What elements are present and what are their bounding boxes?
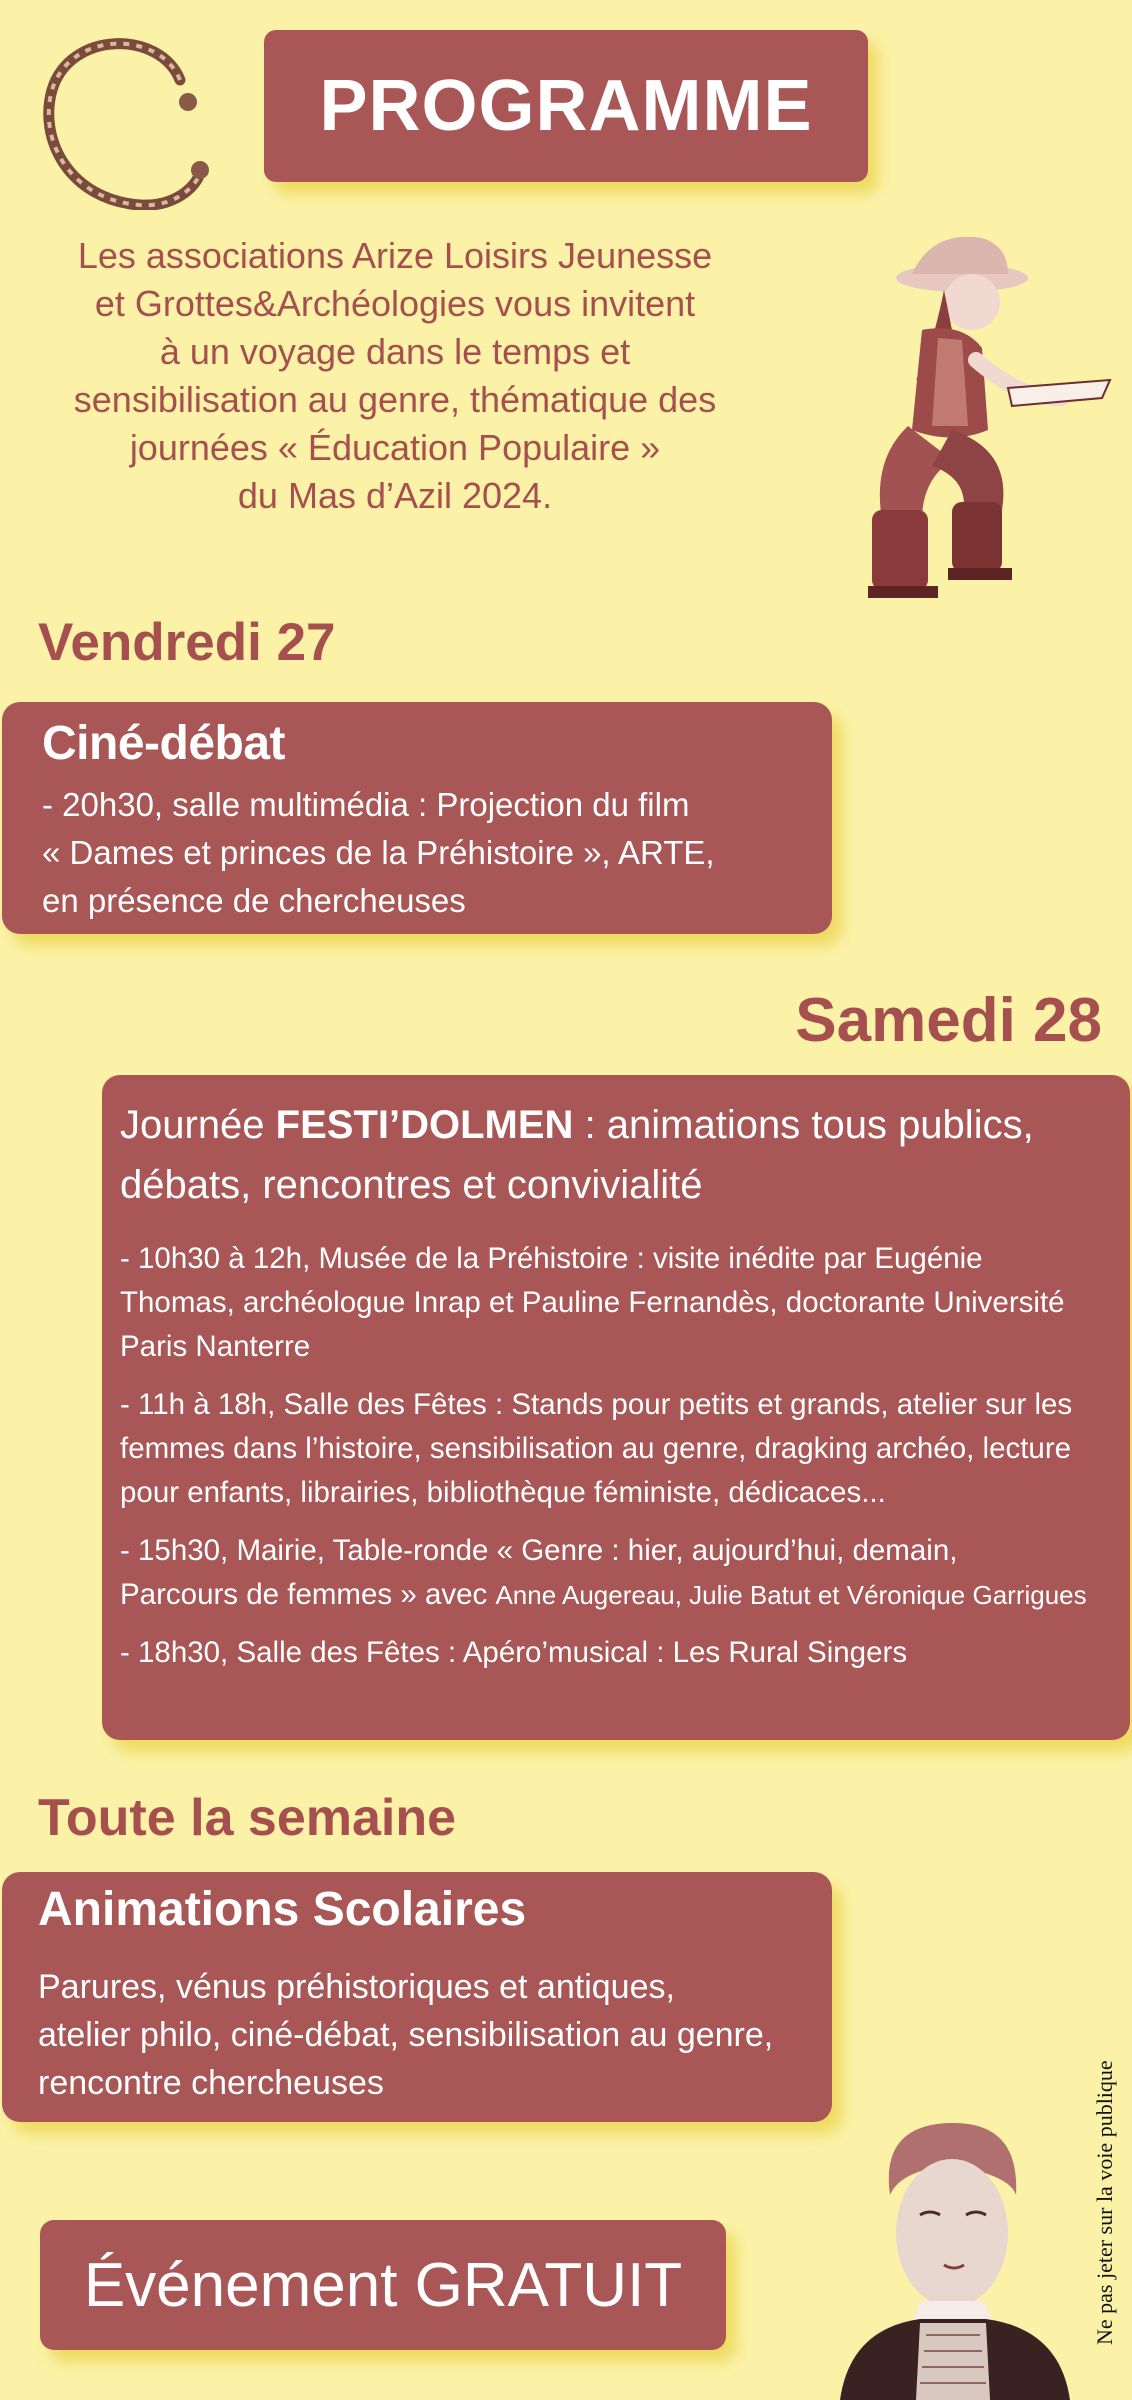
saturday-item-line: - 15h30, Mairie, Table-ronde « Genre : hier, aujourd’hui, demain, xyxy=(120,1534,958,1567)
title-banner xyxy=(264,30,868,182)
week-event-title: Animations Scolaires xyxy=(38,1883,527,1936)
friday-event-line: « Dames et princes de la Préhistoire », ARTE, xyxy=(42,834,715,871)
festival-name: FESTI’DOLMEN xyxy=(275,1103,574,1147)
friday-event-line: en présence de chercheuses xyxy=(42,882,466,919)
intro-line: du Mas d’Azil 2024. xyxy=(237,475,553,516)
friday-event-card xyxy=(2,702,832,934)
saturday-item-line: - 18h30, Salle des Fêtes : Apéro’musical : Les Rural Singers xyxy=(120,1636,908,1669)
intro-prefix: Journée xyxy=(120,1103,276,1147)
saturday-heading: Samedi 28 xyxy=(795,986,1102,1055)
saturday-intro-line xyxy=(116,1095,1116,1155)
friday-heading: Vendredi 27 xyxy=(38,613,336,672)
saturday-item-line xyxy=(116,1573,1116,1617)
intro-line: à un voyage dans le temps et xyxy=(159,331,631,372)
intro-suffix: : animations tous publics, xyxy=(573,1103,1034,1147)
item3-text: Parcours de femmes » avec xyxy=(120,1578,496,1611)
torc-bracelet-icon xyxy=(30,20,220,210)
intro-text xyxy=(30,232,760,520)
free-event-label: Événement GRATUIT xyxy=(83,2250,683,2320)
week-event-line: rencontre chercheuses xyxy=(38,2064,384,2102)
week-event-line: atelier philo, ciné-débat, sensibilisation au genre, xyxy=(38,2016,774,2054)
litter-notice: Ne pas jeter sur la voie publique xyxy=(1092,2060,1117,2345)
friday-event-title: Ciné-débat xyxy=(42,717,286,770)
archaeologist-illustration xyxy=(812,230,1112,600)
saturday-item-line: femmes dans l’histoire, sensibilisation au genre, dragking archéo, lecture xyxy=(120,1432,1072,1465)
saturday-item-line: - 11h à 18h, Salle des Fêtes : Stands pour petits et grands, atelier sur les xyxy=(120,1388,1073,1421)
saturday-event-card xyxy=(102,1075,1130,1740)
woman-portrait-illustration xyxy=(820,2115,1090,2400)
intro-line: et Grottes&Archéologies vous invitent xyxy=(94,283,696,324)
friday-event-line: - 20h30, salle multimédia : Projection du film xyxy=(42,786,690,823)
intro-line: sensibilisation au genre, thématique des xyxy=(73,379,717,420)
week-heading: Toute la semaine xyxy=(38,1789,457,1847)
saturday-item-line: - 10h30 à 12h, Musée de la Préhistoire : visite inédite par Eugénie xyxy=(120,1242,983,1275)
saturday-item-line: Paris Nanterre xyxy=(120,1330,311,1363)
saturday-item-line: Thomas, archéologue Inrap et Pauline Fernandès, doctorante Université xyxy=(120,1286,1065,1319)
intro-line: Les associations Arize Loisirs Jeunesse xyxy=(77,235,713,276)
page-title: PROGRAMME xyxy=(319,66,813,146)
week-event-card xyxy=(2,1872,832,2122)
free-event-banner xyxy=(40,2220,726,2350)
intro-line: journées « Éducation Populaire » xyxy=(129,427,661,468)
saturday-intro-line-2: débats, rencontres et convivialité xyxy=(120,1163,703,1207)
week-event-line: Parures, vénus préhistoriques et antiques, xyxy=(38,1968,675,2006)
speakers-list: Anne Augereau, Julie Batut et Véronique Garrigues xyxy=(495,1580,1087,1610)
saturday-item-line: pour enfants, librairies, bibliothèque féministe, dédicaces... xyxy=(120,1476,886,1509)
